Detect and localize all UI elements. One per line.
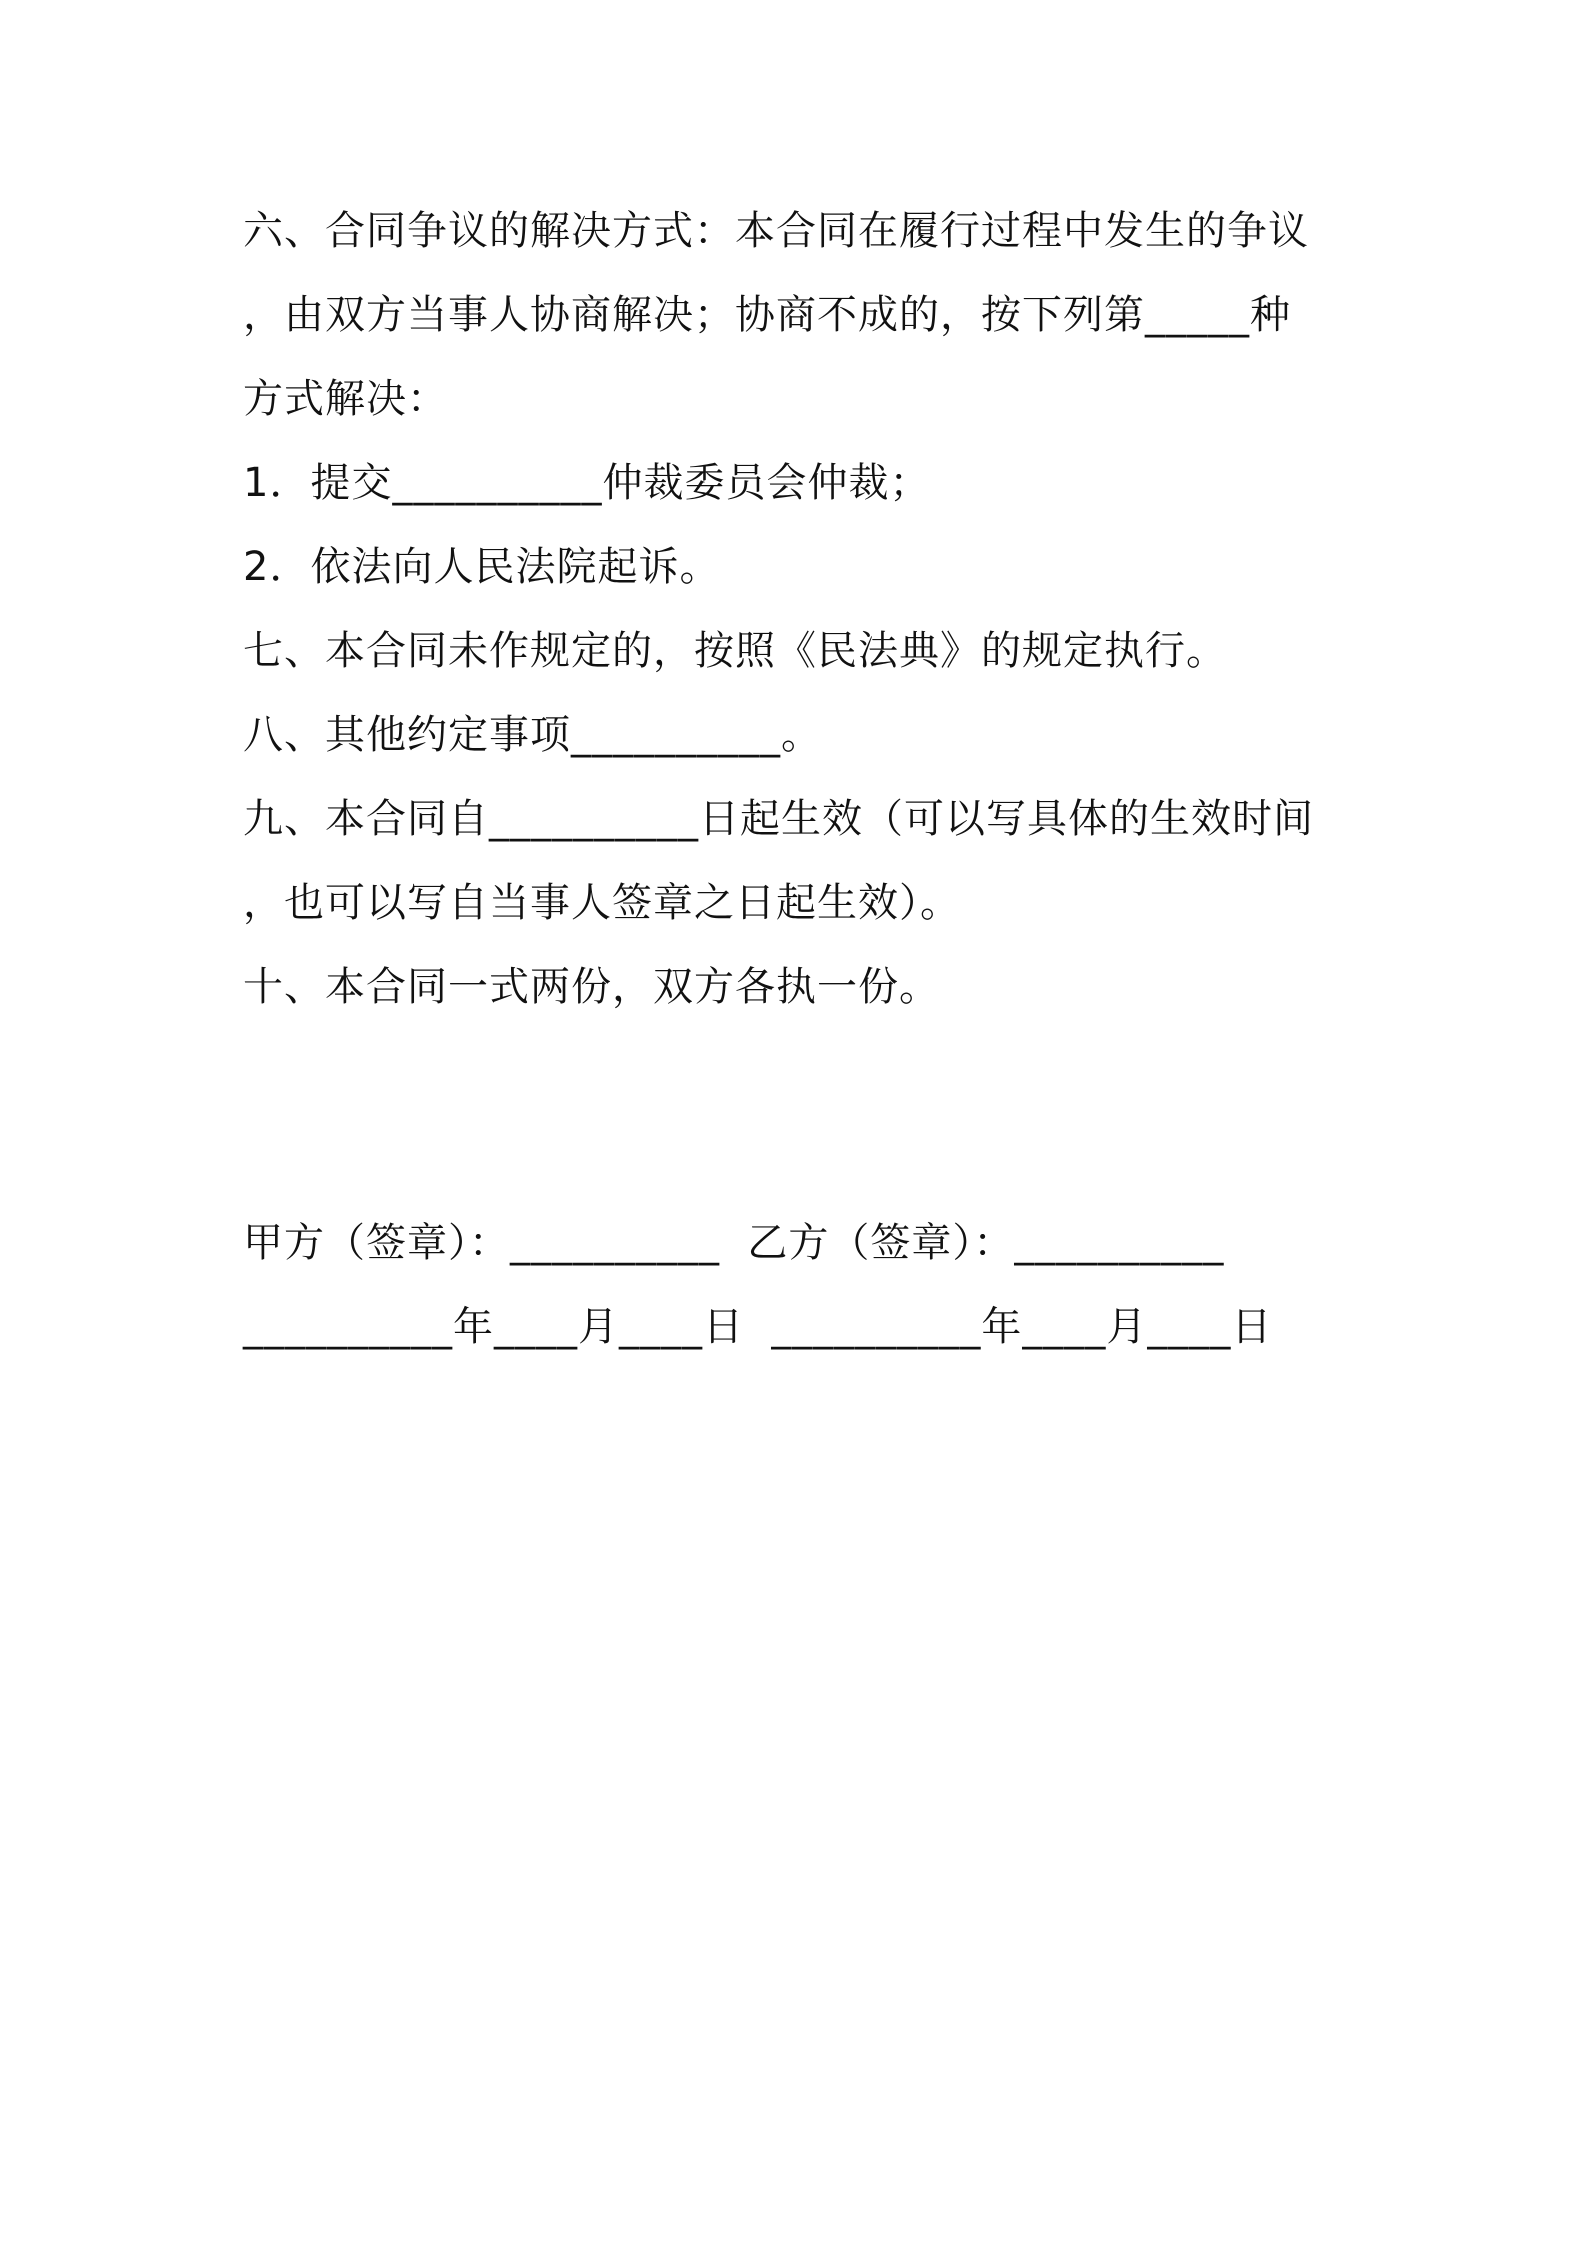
clause-6-line-1: 六、合同争议的解决方式：本合同在履行过程中发生的争议 [243, 208, 1309, 254]
clause-6-line-2: ，由双方当事人协商解决；协商不成的，按下列第_____种 [243, 292, 1291, 338]
clause-6-line-3: 方式解决： [243, 376, 448, 422]
clause-7: 七、本合同未作规定的，按照《民法典》的规定执行。 [243, 628, 1227, 674]
clause-6-option-1: 1．提交__________仲裁委员会仲裁； [243, 460, 931, 506]
clause-8: 八、其他约定事项__________。 [243, 712, 822, 758]
clause-10: 十、本合同一式两份，双方各执一份。 [243, 964, 940, 1010]
signature-line: 甲方（签章）：__________ 乙方（签章）：__________ [243, 1220, 1225, 1266]
date-line: __________年____月____日 __________年____月____日 [243, 1304, 1273, 1350]
clause-9-line-2: ，也可以写自当事人签章之日起生效）。 [243, 880, 961, 926]
clause-6-option-2: 2．依法向人民法院起诉。 [243, 544, 721, 590]
clause-9-line-1: 九、本合同自__________日起生效（可以写具体的生效时间 [243, 796, 1314, 842]
